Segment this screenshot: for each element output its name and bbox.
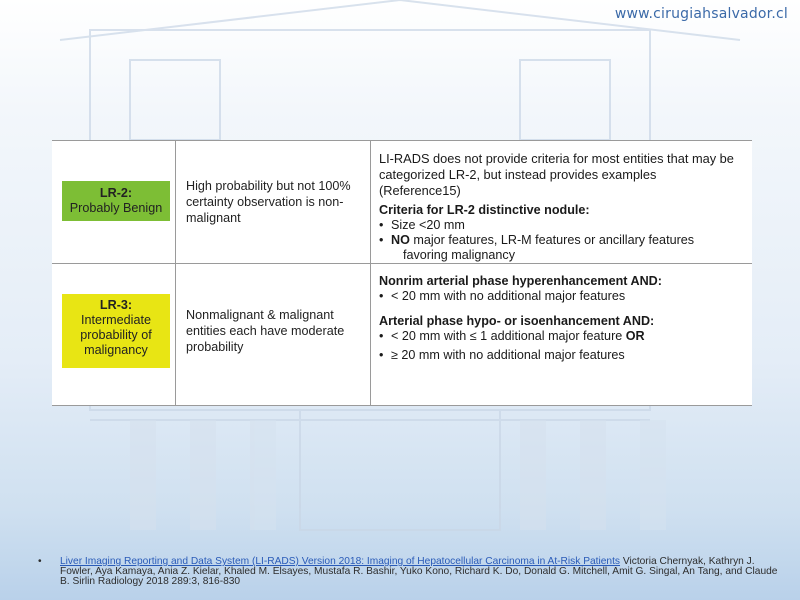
- category-cell: [52, 264, 176, 405]
- list-item-bold-prefix: NO: [391, 233, 410, 247]
- criteria-list: [379, 329, 740, 363]
- reference-citation-text: Victoria Chernyak, Kathryn J. Fowler, Aya Kamaya, Ania Z. Kielar, Khaled M. Elsayes, Mustafa R. Bashir, Yuko Kono, Richard K. Do, Donald G. Mitchell, Amit G. Singal, An Tang, and Claude B. Sirlin Radiology 2018 289:3, 816-830: [60, 556, 778, 587]
- list-item: [379, 218, 740, 233]
- list-item-text: major features, LR-M features or ancillary features: [409, 233, 695, 247]
- list-item-text: Size <20 mm: [391, 218, 465, 232]
- li-rads-table: [52, 140, 752, 406]
- list-item: [379, 233, 740, 263]
- table-row: [52, 264, 752, 405]
- criteria-intro: LI-RADS does not provide criteria for most entities that may be categorized LR-2, but instead provides examples (Reference15): [379, 151, 734, 198]
- description-cell: [176, 141, 371, 263]
- category-name: Probably Benign: [69, 201, 163, 215]
- site-url: www.cirugiahsalvador.cl: [614, 6, 788, 22]
- description-text: Nonmalignant & malignant entities each have moderate probability: [186, 308, 345, 354]
- category-code: LR-2:: [99, 186, 133, 200]
- reference-link[interactable]: Liver Imaging Reporting and Data System (LI-RADS) Version 2018: Imaging of Hepatocellular Carcinoma in At-Risk Patients: [60, 556, 621, 567]
- list-item: • < 20 mm with no additional major features: [379, 289, 740, 304]
- description-text: High probability but not 100% certainty observation is non-malignant: [186, 179, 351, 225]
- criteria-list: [379, 218, 740, 263]
- category-badge-lr2: [62, 181, 170, 221]
- list-item: • ≥ 20 mm with no additional major features: [379, 348, 740, 363]
- category-cell: [52, 141, 176, 263]
- category-badge-lr3: [62, 294, 170, 368]
- criteria-cell: [371, 264, 752, 405]
- criteria-heading: Criteria for LR-2 distinctive nodule:: [379, 203, 590, 217]
- list-item-bold-suffix: OR: [625, 329, 645, 343]
- list-item: [379, 329, 740, 344]
- list-item-text: < 20 mm with ≤ 1 additional major feature: [391, 329, 626, 343]
- reference-bullet: •: [38, 556, 42, 567]
- category-name-line: malignancy: [84, 343, 148, 357]
- reference-citation: [38, 557, 778, 587]
- criteria-list: [379, 289, 740, 304]
- category-code: LR-3:: [99, 298, 133, 312]
- description-cell: [176, 264, 371, 405]
- category-name-line: probability of: [80, 328, 152, 342]
- criteria-cell: [371, 141, 752, 263]
- criteria-heading: Nonrim arterial phase hyperenhancement AND:: [379, 274, 662, 288]
- list-item-continuation: favoring malignancy: [403, 248, 516, 262]
- reference-text: [60, 557, 778, 587]
- table-row: [52, 141, 752, 264]
- category-name-line: Intermediate: [80, 313, 151, 327]
- criteria-heading: Arterial phase hypo- or isoenhancement AND:: [379, 314, 655, 328]
